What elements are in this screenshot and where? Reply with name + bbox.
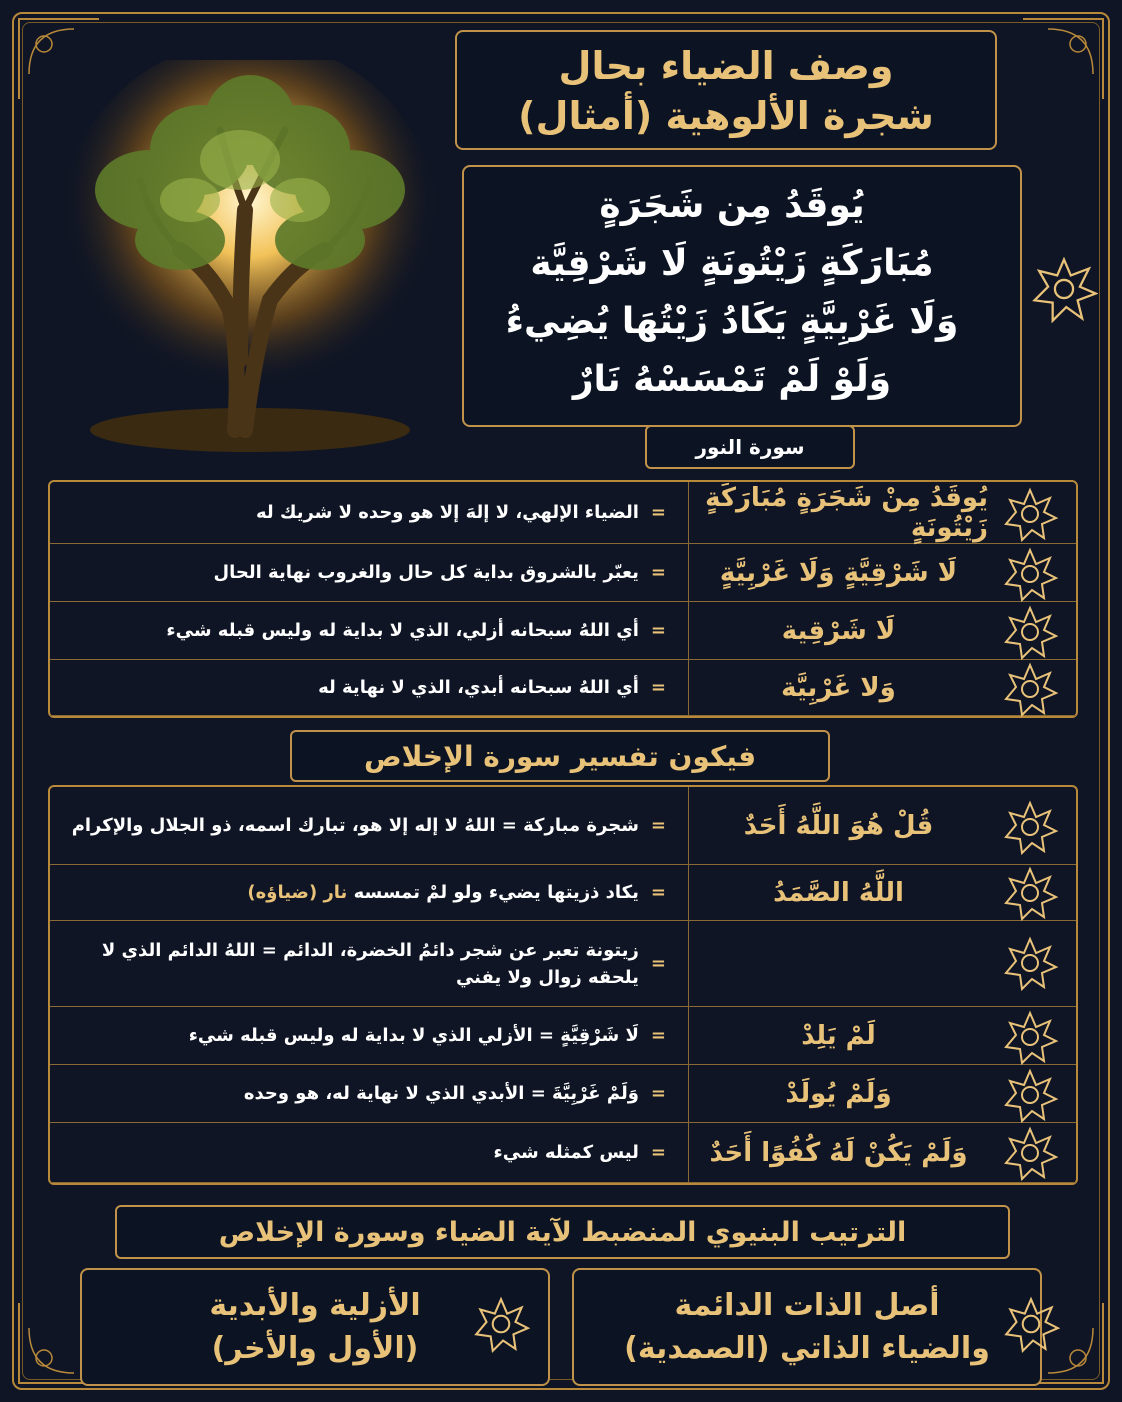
rosette-icon (1030, 255, 1098, 323)
rosette-icon (1000, 933, 1060, 993)
table-row (50, 544, 1076, 602)
rosette-icon (1000, 659, 1060, 719)
meaning-table-1 (48, 480, 1078, 718)
table-row (50, 921, 1076, 1007)
term-cell: قُلْ هُوَ اللَّهُ أَحَدٌ (688, 787, 988, 864)
term-cell: يُوقَدُ مِنْ شَجَرَةٍ مُبَارَكَةٍ زَيْتُونَةٍ (688, 482, 988, 543)
desc-cell: = شجرة مباركة = اللهُ لا إله إلا هو، تبارك اسمه، ذو الجلال والإكرام (71, 815, 666, 836)
verse-line: وَلَوْ لَمْ تَمْسَسْهُ نَارٌ (572, 359, 892, 400)
term-cell: لَا شَرْقِيَّةٍ وَلَا غَرْبِيَّةٍ (688, 544, 988, 601)
verse-panel (462, 165, 1022, 427)
term-cell: وَلَمْ يُولَدْ (688, 1065, 988, 1122)
rosette-icon (1000, 1293, 1062, 1355)
rosette-icon (1000, 1065, 1060, 1125)
corner-ornament-icon (1018, 14, 1108, 104)
term-cell: لَا شَرْقِية (688, 602, 988, 659)
desc-cell: = أي اللهُ سبحانه أبدي، الذي لا نهاية له (318, 677, 666, 698)
section-banner-ikhlas: فيكون تفسير سورة الإخلاص (290, 730, 830, 782)
table-row (50, 660, 1076, 716)
term-cell: وَلا غَرْبِيَّة (688, 660, 988, 715)
meaning-table-2 (48, 785, 1078, 1185)
rosette-icon (1000, 544, 1060, 604)
bottom-box-line: والضياء الذاتي (الصمدية) (624, 1331, 990, 1366)
bottom-box-line: أصل الذات الدائمة (674, 1287, 940, 1323)
bottom-box-line: (الأول والأخر) (211, 1331, 419, 1366)
title-panel (455, 30, 997, 150)
verse-line: يُوقَدُ مِن شَجَرَةٍ (599, 185, 865, 226)
table-row (50, 602, 1076, 660)
table-row (50, 1123, 1076, 1183)
table-row (50, 865, 1076, 921)
desc-cell: = وَلَمْ غَرْبِيَّةَ = الأبدي الذي لا نهاية له، هو وحده (243, 1083, 666, 1104)
rosette-icon (470, 1293, 532, 1355)
table-row (50, 482, 1076, 544)
title-line-2: شجرة الألوهية (أمثال) (518, 94, 934, 138)
table-row (50, 787, 1076, 865)
bottom-box-essence (572, 1268, 1042, 1386)
bottom-box-line: الأزلية والأبدية (209, 1287, 421, 1323)
rosette-icon (1000, 602, 1060, 662)
desc-cell: = يكاد ذزيتها يضيء ولو لمْ تمسسه نار (ضياؤه) (247, 882, 666, 903)
rosette-icon (1000, 863, 1060, 923)
term-cell: وَلَمْ يَكُنْ لَهُ كُفُوًا أَحَدٌ (688, 1123, 988, 1182)
desc-cell: = أي اللهُ سبحانه أزلي، الذي لا بداية له وليس قبله شيء (166, 620, 666, 641)
title-line-1: وصف الضياء بحال (558, 44, 894, 88)
table-row (50, 1065, 1076, 1123)
rosette-icon (1000, 1123, 1060, 1183)
desc-cell: = زيتونة تعبر عن شجر دائمُ الخضرة، الدائم = اللهُ الدائم الذي لا يلحقه زوال ولا يفني (101, 939, 666, 988)
desc-cell: = لَا شَرْقِيَّةٍ = الأزلي الذي لا بداية له وليس قبله شيء (188, 1025, 666, 1046)
term-cell: لَمْ يَلِدْ (688, 1007, 988, 1064)
term-cell (688, 921, 988, 1006)
table-row (50, 1007, 1076, 1065)
verse-line: مُبَارَكَةٍ زَيْتُونَةٍ لَا شَرْقِيَّة (530, 243, 934, 284)
term-cell: اللَّهُ الصَّمَدُ (688, 865, 988, 920)
desc-cell: = يعبّر بالشروق بداية كل حال والغروب نهاية الحال (213, 562, 666, 583)
rosette-icon (1000, 1007, 1060, 1067)
section-banner-structure: الترتيب البنيوي المنضبط لآية الضياء وسورة الإخلاص (115, 1205, 1010, 1259)
desc-cell: = الضياء الإلهي، لا إلهَ إلا هو وحده لا شريك له (256, 502, 666, 523)
rosette-icon (1000, 484, 1060, 544)
rosette-icon (1000, 797, 1060, 857)
olive-tree-illustration (40, 60, 460, 460)
source-tag: سورة النور (645, 425, 855, 469)
verse-line: وَلَا غَرْبِيَّةٍ يَكَادُ زَيْتُهَا يُضِيءُ (505, 301, 959, 342)
desc-cell: = ليس كمثله شيء (493, 1142, 666, 1163)
